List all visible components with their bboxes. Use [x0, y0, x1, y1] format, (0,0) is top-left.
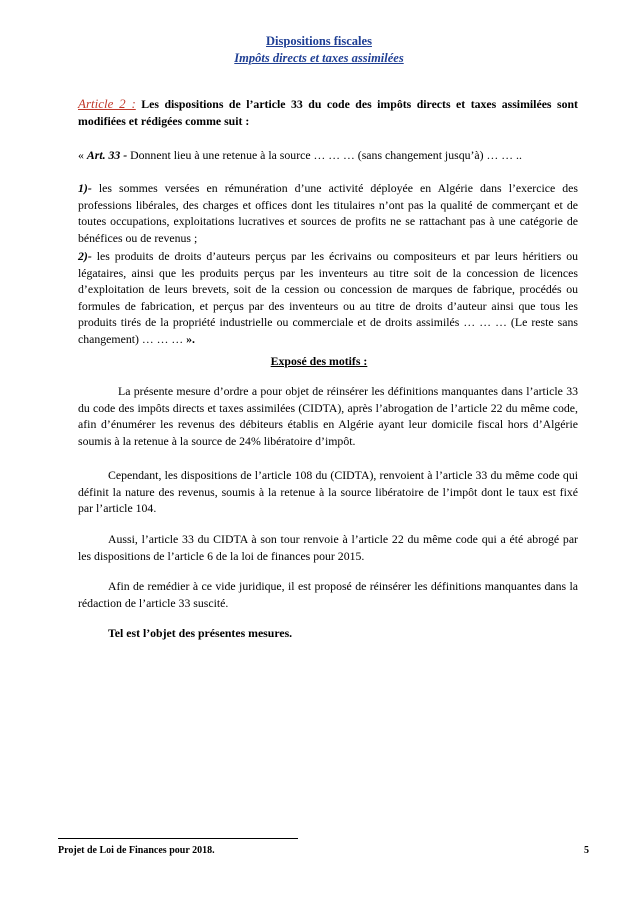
article-intro: Les dispositions de l’article 33 du code des impôts directs et taxes assimilées sont modifiées et rédigées comme suit : [78, 97, 578, 128]
quote-text: Donnent lieu à une retenue à la source … … … (sans changement jusqu’à) … … .. [127, 148, 522, 162]
article-intro-paragraph [78, 96, 578, 129]
item-2-close: ». [186, 331, 195, 346]
item-1-text: les sommes versées en rémunération d’une activité déployée en Algérie dans l’exercice des professions libérales, des charges et offices dont les titulaires n’ont pas la qualité de commerçant et de toutes occupations, exploitations lucratives et sources de profits ne se rattachant pas à une catégorie de bénéfices ou de revenus ; [78, 181, 578, 245]
motifs-paragraph-3: Aussi, l’article 33 du CIDTA à son tour renvoie à l’article 22 du même code qui a été abrogé par les dispositions de l’article 6 de la loi de finances pour 2015. [78, 532, 578, 563]
page-number: 5 [584, 845, 589, 856]
article-item-2 [78, 248, 578, 347]
item-2-number: 2)- [78, 249, 92, 263]
document-title: Dispositions fiscales [266, 34, 372, 48]
item-1-number: 1)- [78, 181, 92, 195]
footer-text: Projet de Loi de Finances pour 2018. [58, 845, 215, 856]
motifs-paragraph-4: Afin de remédier à ce vide juridique, il est proposé de réinsérer les définitions manquantes dans la rédaction de l’article 33 suscité. [78, 579, 578, 610]
motifs-paragraph-2: Cependant, les dispositions de l’article 108 du (CIDTA), renvoient à l’article 33 du même code qui définit la nature des revenus, soumis à la retenue à la source libératoire de l’impôt dont le taux est fixé par l’article 104. [78, 468, 578, 515]
article-quote-paragraph [78, 147, 578, 164]
article-label: Article 2 : [78, 96, 136, 111]
footer-divider [58, 838, 298, 839]
quote-open: « [78, 148, 87, 162]
motifs-paragraph-1: La présente mesure d’ordre a pour objet de réinsérer les définitions manquantes dans l’article 33 du code des impôts directs et taxes assimilées (CIDTA), après l’abrogation de l’article 22 du même code, afin d’énumérer les revenus des débiteurs établis en Algérie ayant leur domicile fiscal hors d’Algérie soumis à la retenue à la source de 24% libératoire d’impôt. [78, 384, 578, 448]
document-subtitle: Impôts directs et taxes assimilées [234, 51, 404, 65]
item-2-text: les produits de droits d’auteurs perçus par les écrivains ou compositeurs et par leurs héritiers ou légataires, ainsi que les produits perçus par les inventeurs au titre soit de la concession de licences d’exploitation de leurs brevets, soit de la cession ou concession de marques de fabrique, procédés ou formules de fabrication, et perçus par des inventeurs ou au titre de droits d’auteur ainsi que tous les produits tirés de la propriété industrielle ou commerciale et de droits assimilés … … … (Le reste sans changement) … … … [78, 249, 578, 346]
quote-article-ref: Art. 33 - [86, 148, 128, 162]
motifs-title: Exposé des motifs : [270, 354, 368, 368]
article-item-1 [78, 180, 578, 246]
motifs-paragraph-5: Tel est l’objet des présentes mesures. [108, 626, 293, 640]
